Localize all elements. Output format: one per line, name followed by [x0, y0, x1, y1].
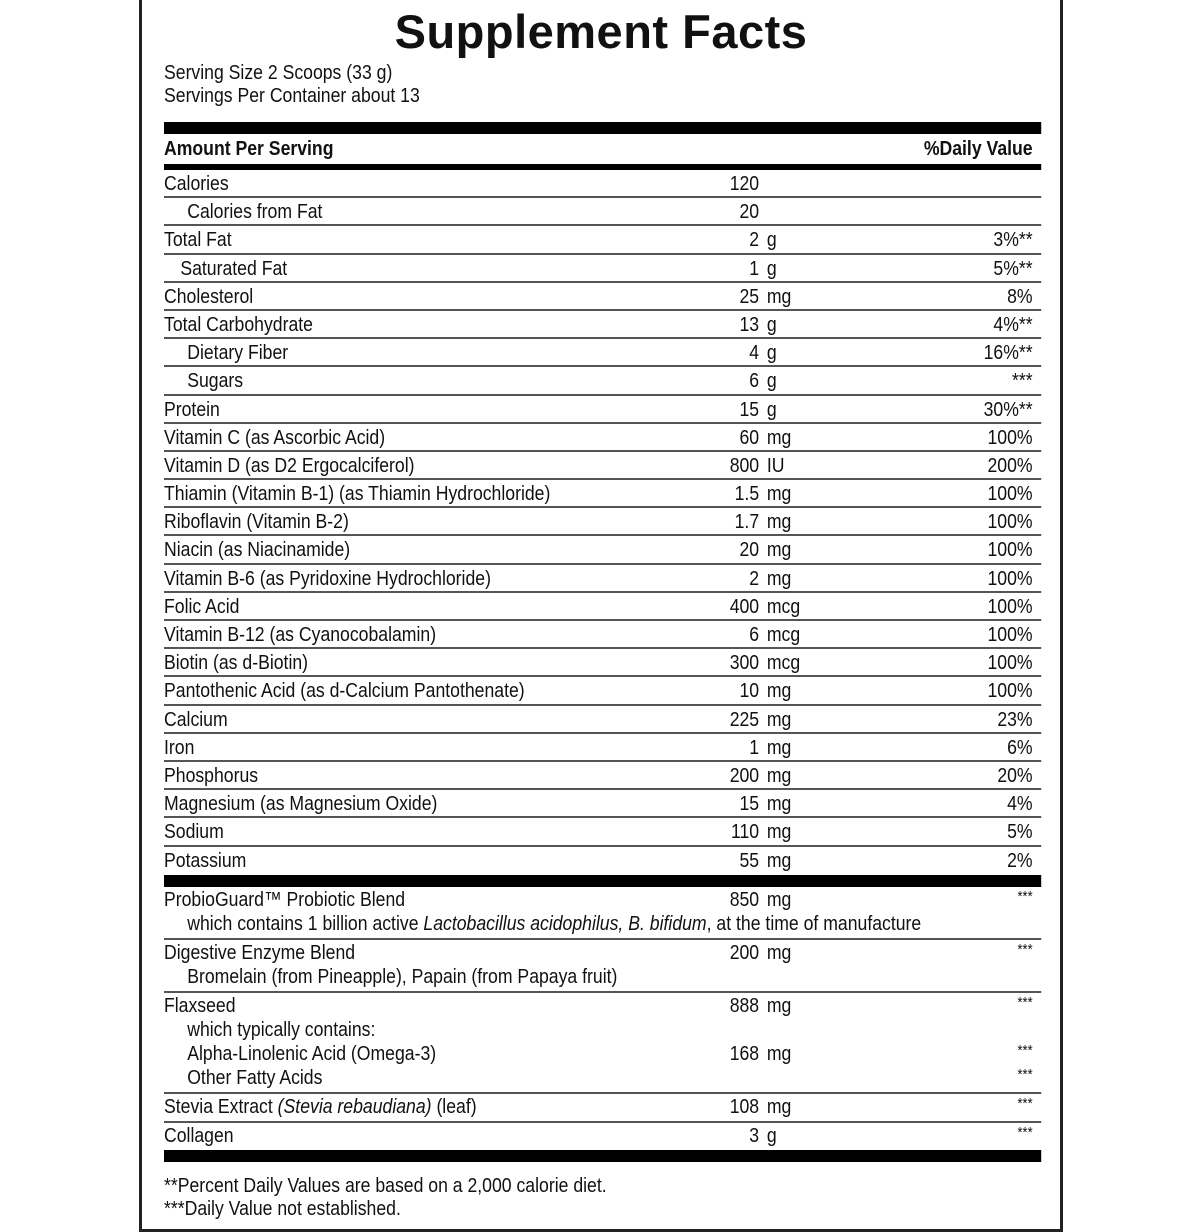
blend-daily-value: *** — [1017, 1094, 1033, 1112]
nutrient-daily-value: 100% — [987, 482, 1033, 506]
nutrient-amount: 800 — [729, 453, 760, 477]
blend-unit: mg — [766, 1094, 792, 1118]
nutrient-daily-value: 100% — [987, 510, 1033, 534]
nutrient-name: Vitamin C (as Ascorbic Acid) — [164, 425, 386, 449]
nutrient-row — [164, 677, 1041, 705]
nutrient-row — [164, 396, 1041, 424]
blend-amount: 200 — [729, 940, 760, 964]
nutrient-row — [164, 762, 1041, 790]
nutrient-daily-value: 2% — [1007, 848, 1033, 872]
serving-size: Serving Size 2 Scoops (33 g) — [164, 61, 393, 84]
blend-unit: g — [766, 1123, 777, 1147]
blend-daily-value: *** — [1017, 1065, 1033, 1083]
footnotes — [164, 1174, 1041, 1220]
nutrient-name: Magnesium (as Magnesium Oxide) — [164, 792, 438, 816]
nutrient-unit: mg — [766, 538, 792, 562]
latin-name: Lactobacillus acidophilus, B. bifidum — [423, 911, 707, 935]
blend-table — [164, 887, 1041, 1150]
nutrient-unit: mg — [766, 679, 792, 703]
nutrient-amount: 60 — [739, 425, 760, 449]
nutrient-daily-value: 16%** — [983, 341, 1033, 365]
nutrient-name: Calories — [164, 172, 229, 195]
nutrient-amount: 1 — [749, 256, 760, 280]
nutrient-name: Vitamin B-12 (as Cyanocobalamin) — [164, 623, 437, 646]
blend-text: Bromelain (from Pineapple), Papain (from Papaya fruit) — [187, 964, 618, 988]
nutrient-row — [164, 198, 1041, 226]
daily-value-header: %Daily Value — [923, 137, 1033, 160]
nutrient-row — [164, 565, 1041, 593]
blend-name — [187, 1042, 436, 1066]
blend-line — [164, 888, 1041, 912]
nutrient-row — [164, 818, 1041, 846]
nutrient-row — [164, 790, 1041, 818]
nutrient-row — [164, 367, 1041, 395]
nutrient-name: Iron — [164, 735, 195, 759]
nutrient-daily-value: 4%** — [993, 312, 1033, 336]
amount-per-serving-header: Amount Per Serving — [164, 137, 334, 160]
blend-text: , at the time of manufacture — [706, 911, 922, 935]
nutrient-name: Calories from Fat — [187, 200, 323, 224]
nutrient-amount: 20 — [739, 538, 760, 562]
blend-text: Collagen — [164, 1123, 234, 1147]
blend-unit: mg — [766, 887, 792, 911]
nutrient-amount: 4 — [749, 341, 760, 365]
blend-name — [187, 912, 921, 936]
nutrient-row — [164, 593, 1041, 621]
nutrient-name: Sugars — [187, 369, 244, 393]
nutrient-name: Thiamin (Vitamin B-1) (as Thiamin Hydrochloride) — [164, 482, 551, 506]
nutrient-name: Total Carbohydrate — [164, 312, 313, 336]
blend-daily-value: *** — [1017, 993, 1033, 1011]
nutrient-row — [164, 283, 1041, 311]
blend-text: Stevia Extract — [164, 1094, 278, 1118]
nutrient-name: Cholesterol — [164, 284, 254, 308]
nutrient-amount: 1.7 — [734, 510, 760, 534]
nutrient-amount: 1 — [749, 735, 760, 759]
nutrient-name: Riboflavin (Vitamin B-2) — [164, 510, 349, 534]
nutrient-name: Potassium — [164, 848, 247, 872]
nutrient-unit: mg — [766, 820, 792, 844]
blend-line — [164, 965, 1041, 989]
nutrient-daily-value: 100% — [987, 425, 1033, 449]
blend-text: Flaxseed — [164, 993, 236, 1017]
nutrient-daily-value: *** — [1012, 369, 1033, 393]
divider-thick — [164, 875, 1041, 887]
nutrient-daily-value: 100% — [987, 623, 1033, 646]
nutrient-name: Dietary Fiber — [187, 341, 289, 365]
nutrient-daily-value: 100% — [987, 679, 1033, 703]
divider-thick — [164, 1150, 1041, 1162]
nutrient-daily-value: 6% — [1007, 735, 1033, 759]
nutrient-name: Niacin (as Niacinamide) — [164, 538, 351, 562]
nutrient-name: Pantothenic Acid (as d-Calcium Pantothenate) — [164, 679, 525, 703]
nutrient-unit: mg — [766, 566, 792, 590]
nutrient-row — [164, 424, 1041, 452]
footnote-dv-basis: **Percent Daily Values are based on a 2,000 calorie diet. — [164, 1173, 607, 1197]
nutrient-amount: 6 — [749, 623, 760, 646]
nutrient-amount: 15 — [739, 792, 760, 816]
nutrient-unit: IU — [766, 453, 785, 477]
nutrient-daily-value: 8% — [1007, 284, 1033, 308]
nutrient-name: Folic Acid — [164, 594, 240, 618]
nutrient-daily-value: 100% — [987, 566, 1033, 590]
nutrient-unit: mg — [766, 707, 792, 731]
blend-text: ProbioGuard™ Probiotic Blend — [164, 887, 406, 911]
nutrient-unit: mcg — [766, 623, 801, 646]
blend-daily-value: *** — [1017, 940, 1033, 958]
nutrient-amount: 2 — [749, 566, 760, 590]
nutrient-daily-value: 23% — [997, 707, 1033, 731]
footnote-dv-not-established: ***Daily Value not established. — [164, 1196, 401, 1220]
blend-daily-value: *** — [1017, 1123, 1033, 1141]
blend-unit: mg — [766, 940, 792, 964]
nutrient-row — [164, 536, 1041, 564]
nutrient-table — [164, 170, 1041, 875]
nutrient-row — [164, 649, 1041, 677]
blend-line — [164, 1066, 1041, 1090]
nutrient-amount: 2 — [749, 228, 760, 252]
nutrient-amount: 300 — [729, 651, 760, 675]
blend-text: (leaf) — [431, 1094, 477, 1118]
column-header — [164, 134, 1041, 164]
nutrient-amount: 15 — [739, 397, 760, 421]
nutrient-daily-value: 100% — [987, 538, 1033, 562]
blend-amount: 888 — [729, 993, 760, 1017]
blend-line — [164, 1124, 1041, 1148]
blend-row — [164, 887, 1041, 940]
blend-amount: 3 — [749, 1123, 760, 1147]
blend-name — [164, 888, 405, 912]
nutrient-row — [164, 452, 1041, 480]
nutrient-row — [164, 311, 1041, 339]
blend-unit: mg — [766, 1041, 792, 1065]
nutrient-row — [164, 170, 1041, 198]
nutrient-unit: mg — [766, 848, 792, 872]
nutrient-name: Sodium — [164, 820, 224, 844]
supplement-facts-label — [139, 0, 1063, 1232]
label-content — [164, 61, 1041, 1220]
divider-thick — [164, 122, 1041, 134]
blend-daily-value: *** — [1017, 1041, 1033, 1059]
servings-per-container: Servings Per Container about 13 — [164, 84, 420, 107]
nutrient-amount: 110 — [731, 820, 760, 844]
nutrient-name: Calcium — [164, 707, 228, 731]
nutrient-unit: mg — [766, 482, 792, 506]
nutrient-unit: mcg — [766, 651, 801, 675]
blend-name — [164, 1124, 234, 1148]
blend-name — [187, 1066, 322, 1090]
label-title: Supplement Facts — [394, 5, 808, 58]
nutrient-row — [164, 339, 1041, 367]
nutrient-unit: mg — [766, 792, 792, 816]
nutrient-name: Phosphorus — [164, 763, 259, 787]
nutrient-daily-value: 20% — [997, 763, 1033, 787]
nutrient-row — [164, 621, 1041, 649]
nutrient-name: Biotin (as d-Biotin) — [164, 651, 309, 675]
nutrient-amount: 6 — [749, 369, 760, 393]
nutrient-daily-value: 5%** — [993, 256, 1033, 280]
nutrient-unit: g — [766, 369, 777, 393]
blend-name — [164, 1095, 477, 1119]
nutrient-row — [164, 706, 1041, 734]
nutrient-amount: 10 — [739, 679, 760, 703]
nutrient-unit: g — [766, 228, 777, 252]
blend-row — [164, 940, 1041, 993]
blend-amount: 168 — [729, 1041, 760, 1065]
blend-row — [164, 1094, 1041, 1123]
nutrient-amount: 1.5 — [734, 482, 760, 506]
nutrient-row — [164, 734, 1041, 762]
nutrient-unit: mg — [766, 763, 792, 787]
nutrient-unit: mg — [766, 510, 792, 534]
nutrient-daily-value: 30%** — [983, 397, 1033, 421]
blend-name — [164, 994, 236, 1018]
nutrient-row — [164, 480, 1041, 508]
blend-name — [164, 941, 355, 965]
blend-amount: 108 — [729, 1094, 760, 1118]
blend-text: Alpha-Linolenic Acid (Omega-3) — [187, 1041, 437, 1065]
blend-line — [164, 1018, 1041, 1042]
blend-line — [164, 1042, 1041, 1066]
blend-line — [164, 912, 1041, 936]
nutrient-unit: mg — [766, 425, 792, 449]
nutrient-name: Vitamin D (as D2 Ergocalciferol) — [164, 453, 415, 477]
nutrient-name: Total Fat — [164, 228, 232, 252]
nutrient-daily-value: 4% — [1007, 792, 1033, 816]
nutrient-daily-value: 3%** — [993, 228, 1033, 252]
nutrient-row — [164, 847, 1041, 875]
blend-name — [187, 965, 617, 989]
nutrient-unit: g — [766, 256, 777, 280]
nutrient-amount: 200 — [729, 763, 760, 787]
nutrient-unit: g — [766, 341, 777, 365]
blend-text: Digestive Enzyme Blend — [164, 940, 356, 964]
blend-row — [164, 1123, 1041, 1150]
blend-row — [164, 993, 1041, 1094]
nutrient-row — [164, 508, 1041, 536]
nutrient-name: Vitamin B-6 (as Pyridoxine Hydrochloride) — [164, 566, 491, 590]
nutrient-name: Saturated Fat — [180, 256, 288, 280]
nutrient-unit: g — [766, 397, 777, 421]
nutrient-amount: 13 — [739, 312, 760, 336]
blend-name — [187, 1018, 375, 1042]
latin-name: (Stevia rebaudiana) — [277, 1094, 432, 1118]
nutrient-row — [164, 226, 1041, 254]
nutrient-unit: g — [766, 312, 777, 336]
blend-unit: mg — [766, 993, 792, 1017]
nutrient-amount: 55 — [739, 848, 760, 872]
blend-line — [164, 1095, 1041, 1119]
blend-daily-value: *** — [1017, 887, 1033, 905]
nutrient-amount: 400 — [729, 594, 760, 618]
nutrient-unit: mcg — [766, 594, 801, 618]
nutrient-unit: mg — [766, 735, 792, 759]
nutrient-amount: 20 — [739, 200, 760, 224]
nutrient-daily-value: 100% — [987, 651, 1033, 675]
blend-amount: 850 — [729, 887, 760, 911]
nutrient-daily-value: 5% — [1007, 820, 1033, 844]
nutrient-name: Protein — [164, 397, 220, 421]
nutrient-row — [164, 255, 1041, 283]
blend-text: which contains 1 billion active — [187, 911, 424, 935]
nutrient-amount: 225 — [729, 707, 760, 731]
blend-text: Other Fatty Acids — [187, 1065, 323, 1089]
nutrient-amount: 25 — [739, 284, 760, 308]
nutrient-daily-value: 200% — [987, 453, 1033, 477]
nutrient-unit: mg — [766, 284, 792, 308]
blend-text: which typically contains: — [187, 1017, 376, 1041]
blend-line — [164, 941, 1041, 965]
blend-line — [164, 994, 1041, 1018]
nutrient-daily-value: 100% — [987, 594, 1033, 618]
nutrient-amount: 120 — [729, 172, 760, 195]
